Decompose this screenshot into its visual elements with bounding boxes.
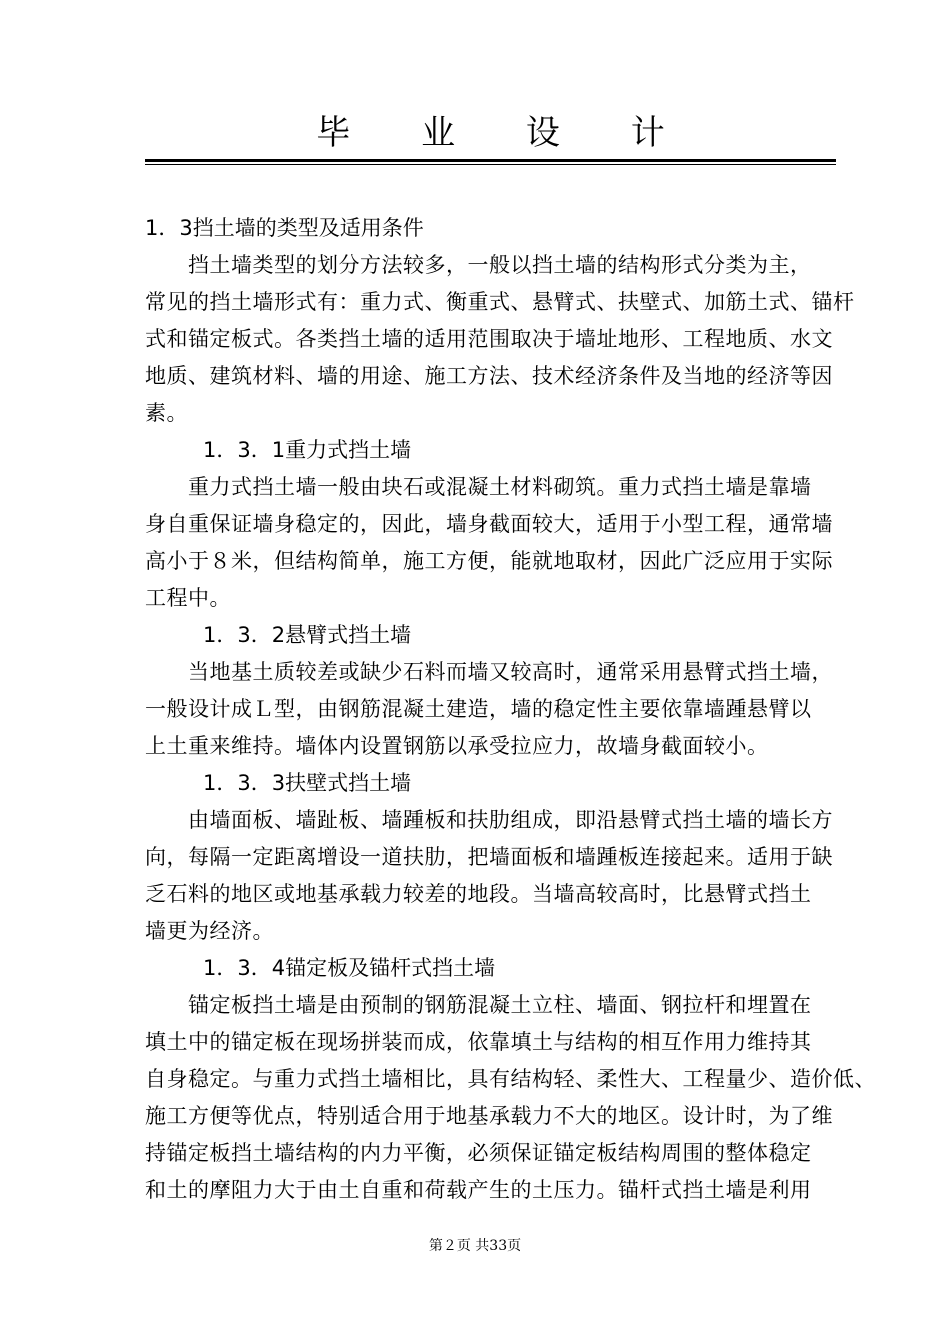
paragraph-line: 持锚定板挡土墙结构的内力平衡，必须保证锚定板结构周围的整体稳定 xyxy=(145,1141,812,1165)
paragraph-line: 工程中。 xyxy=(145,586,231,610)
section-heading: 1．3挡土墙的类型及适用条件 xyxy=(145,216,424,240)
subsection-heading: 1．3．2悬臂式挡土墙 xyxy=(203,623,412,647)
paragraph-line: 墙更为经济。 xyxy=(145,919,274,943)
paragraph-line: 身自重保证墙身稳定的，因此，墙身截面较大，适用于小型工程，通常墙 xyxy=(145,512,833,536)
paragraph-line: 上土重来维持。墙体内设置钢筋以承受拉应力，故墙身截面较小。 xyxy=(145,734,769,758)
paragraph-line: 常见的挡土墙形式有：重力式、衡重式、悬臂式、扶壁式、加筋土式、锚杆 xyxy=(145,290,855,314)
paragraph-line: 和土的摩阻力大于由土自重和荷载产生的土压力。锚杆式挡土墙是利用 xyxy=(145,1178,812,1202)
paragraph-line: 重力式挡土墙一般由块石或混凝土材料砌筑。重力式挡土墙是靠墙 xyxy=(188,475,812,499)
paragraph-line: 地质、建筑材料、墙的用途、施工方法、技术经济条件及当地的经济等因 xyxy=(145,364,833,388)
paragraph-line: 乏石料的地区或地基承载力较差的地段。当墙高较高时，比悬臂式挡土 xyxy=(145,882,812,906)
subsection-heading: 1．3．1重力式挡土墙 xyxy=(203,438,412,462)
document-title: 毕 业 设 计 xyxy=(316,113,695,153)
body-content xyxy=(145,210,876,1209)
paragraph-line: 一般设计成Ｌ型，由钢筋混凝土建造，墙的稳定性主要依靠墙踵悬臂以 xyxy=(145,697,812,721)
paragraph-line: 向，每隔一定距离增设一道扶肋，把墙面板和墙踵板连接起来。适用于缺 xyxy=(145,845,833,869)
page-footer: 第２页 共33页 xyxy=(428,1238,522,1254)
paragraph-line: 自身稳定。与重力式挡土墙相比，具有结构轻、柔性大、工程量少、造价低、 xyxy=(145,1067,876,1091)
paragraph-line: 当地基土质较差或缺少石料而墙又较高时，通常采用悬臂式挡土墙， xyxy=(188,660,833,684)
page-header xyxy=(145,108,836,158)
paragraph-line: 锚定板挡土墙是由预制的钢筋混凝土立柱、墙面、钢拉杆和埋置在 xyxy=(188,993,812,1017)
subsection-heading: 1．3．3扶壁式挡土墙 xyxy=(203,771,412,795)
paragraph-line: 由墙面板、墙趾板、墙踵板和扶肋组成，即沿悬臂式挡土墙的墙长方 xyxy=(188,808,833,832)
paragraph-line: 挡土墙类型的划分方法较多，一般以挡土墙的结构形式分类为主， xyxy=(188,253,812,277)
header-rule-thin xyxy=(145,164,836,165)
paragraph-line: 素。 xyxy=(145,401,188,425)
subsection-heading: 1．3．4锚定板及锚杆式挡土墙 xyxy=(203,956,496,980)
paragraph-line: 高小于８米，但结构简单，施工方便，能就地取材，因此广泛应用于实际 xyxy=(145,549,833,573)
paragraph-line: 施工方便等优点，特别适合用于地基承载力不大的地区。设计时，为了维 xyxy=(145,1104,833,1128)
paragraph-line: 填土中的锚定板在现场拼装而成，依靠填土与结构的相互作用力维持其 xyxy=(145,1030,812,1054)
header-rule-thick xyxy=(145,159,836,162)
paragraph-line: 式和锚定板式。各类挡土墙的适用范围取决于墙址地形、工程地质、水文 xyxy=(145,327,833,351)
